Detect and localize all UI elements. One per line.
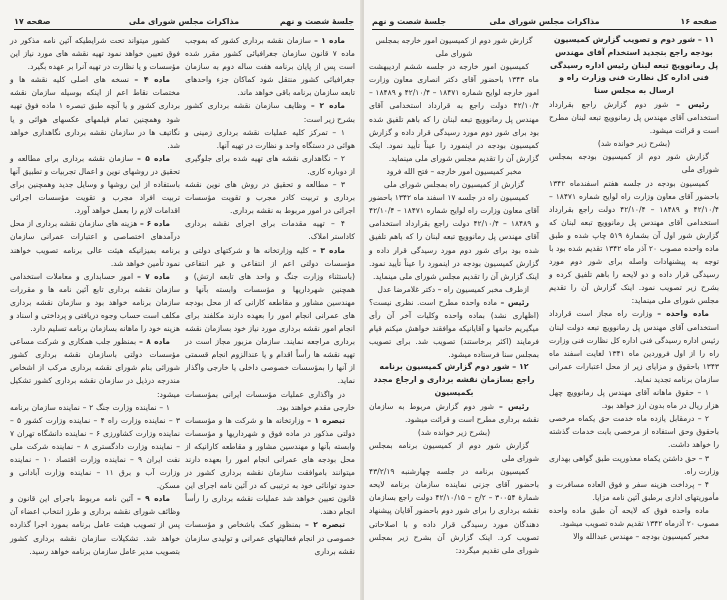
session-label: جلسهٔ شصت و نهم <box>372 17 447 26</box>
article-label: ماده ۸ – <box>139 337 170 347</box>
text-column-right <box>185 34 355 558</box>
section-heading <box>369 361 539 399</box>
paragraph-text: گزارش شور دوم از کمیسیون بودجه بمجلس شورای ملی <box>549 152 719 175</box>
paragraph <box>369 283 539 296</box>
paragraph-text: (بشرح زیر خوانده شد) <box>417 427 491 437</box>
paragraph <box>10 335 180 400</box>
paragraph-text: ۳ – مطالعه و تحقیق در روش های نوین نقشه برداری و تربیت کادر مجرب و تقویت مؤسسات اجرائی در امور مربوط به نقشه برداری. <box>185 180 355 216</box>
paragraph-text: کمیسیون امور خارجه در جلسه ششم اردیبهشت ماه ۱۳۴۳ باحضور آقای دکتر انصاری معاون وزارت امور خارجه لوایح شماره ۱۸۴۷۱ – ۴۲/۱۰/۴ و ۱۸۴۸۹ – ۴۲/۱۰/۴ دولت راجع به قرارداد استخدامی آقای مهندس پل رمانوویچ تبعه لبنان را که باهم تلفیق شده بود برای شور دوم مورد رسیدگی قرار داده و گزارش کمیسیون بودجه در اینمورد را عیناً تأیید نمود. اینک گزارش آن را تقدیم مجلس شورای ملی مینماید. <box>369 62 540 163</box>
paragraph <box>369 400 539 426</box>
article-label: تبصره ۲ – <box>304 520 345 530</box>
paragraph <box>10 152 180 217</box>
paragraph <box>10 401 180 493</box>
article-label: ماده ۲ – <box>310 101 346 111</box>
paragraph-text: کشور میتواند تحت شرایطیکه آئین نامه مذکور در فوق تعیین خواهد نمود تهیه نقشه های مورد نیاز این مؤسسات و یا نظارت در تهیه آنرا بر عهده بگیرد. <box>10 36 180 72</box>
article-label: ماده ۵ – <box>137 153 170 163</box>
paragraph <box>369 439 539 465</box>
paragraph-text: بمنظور جلب همکاری و شرکت مساعی مؤسسات دولتی باسازمان نقشه برداری کشور شورائی بنام شورای نقشه برداری مرکب از اشخاص مندرجه درذیل در سازمان نقشه برداری کشور تشکیل میشود: <box>10 337 180 399</box>
paragraph-text: گزارش شور دوم از کمیسیون برنامه بمجلس شورای ملی <box>369 441 539 464</box>
paragraph <box>185 388 355 414</box>
paragraph-text: ۱ – حقوق ماهانه آقای مهندس پل رمانوویچ چهل هزار ریال در ماه بدون ارز خواهد بود. <box>549 388 719 411</box>
paragraph <box>369 60 539 165</box>
paragraph <box>549 137 719 150</box>
page-header <box>372 17 717 30</box>
paragraph <box>369 465 539 557</box>
text-column-left <box>10 34 180 558</box>
paragraph-text: ۲ – نگاهداری نقشه های تهیه شده برای جلوگیری از دوباره کاری. <box>185 153 355 176</box>
paragraph-text: کمیسیون برنامه در جلسه چهارشنبه ۴۳/۲/۱۹ باحضور آقای جزنی نماینده سازمان برنامه لایحه شمارهٔ ۳۰۰۵۴ – ۲/ج – ۴۲/۱۰/۱۵ دولت راجع بسازمان نقشه برداری را برای شور دوم باحضور آقایان پیشنهاد دهندگان مورد رسیدگی قرار داده و با اصلاحاتی تصویب کرد. اینک گزارش آن بشرح زیر بمجلس شورای ملی تقدیم میگردد: <box>369 467 539 555</box>
paragraph <box>549 504 719 530</box>
paragraph <box>185 414 355 519</box>
paragraph <box>10 34 180 73</box>
paragraph <box>10 270 180 335</box>
paragraph-text: وزارت راه مجاز است قرارداد استخدامی آقای مهندس پل رمانوویچ تبعه دولت لبنان رئیس اداره رسیدگی فنی اداره کل نظارت فنی وزارت راه را از اول فروردین ماه ۱۳۴۱ لغایت اسفند ماه ۱۳۴۳ باحقوق و مزایای زیر از محل اعتبارات عمرانی سازمان برنامه تجدید نماید. <box>549 309 719 384</box>
page-number: صفحه ۱۷ <box>14 17 51 26</box>
paragraph-text: ماده واحده مطرح است. نظری نیست؟ (اظهاری نشد) بماده واحده وکلیات آخر آن رأی میگیریم خانمها و آقایانیکه موافقند خواهش میکنم قیام فرمایند (اکثر برخاستند) تصویب شد. برای تصویب بمجلس سنا فرستاده میشود. <box>369 297 539 360</box>
article-label: ماده ۷ – <box>137 271 170 281</box>
article-label: رئیس – <box>676 99 710 109</box>
section-heading <box>549 34 719 98</box>
paragraph <box>549 530 719 543</box>
paragraph <box>10 73 180 152</box>
paragraph <box>185 34 355 99</box>
paragraph-text: کمیسیون راه در جلسه ۱۷ اسفند ماه ۱۳۴۲ باحضور آقای معاون وزارت راه لوایح شماره ۱۸۴۷۱ – ۴۲/۱۰/۴ و ۱۸۴۸۹ – ۴۲/۱۰/۴ دولت راجع بقرارداد استخدامی آقای مهندس پل رمانوویچ تبعه لبنان را که باهم تلفیق شده بود برای شور دوم مورد رسیدگی قرار داده و گزارش کمیسیون بودجه در اینمورد را عیناً تأیید نمود. اینک گزارش آن را تقدیم مجلس شورای ملی مینماید. <box>369 193 540 281</box>
paragraph <box>549 150 719 176</box>
paragraph-text: ۴ – تهیه مقدمات برای اجرای نقشه برداری کاداستر املاک. <box>185 219 355 242</box>
paragraph-text: کمیسیون بودجه در جلسه هفتم اسفندماه ۱۳۴۲ باحضور آقای معاون وزارت راه لوایح شماره ۱۸۴۷۱ – ۴۲/۱۰/۴ و ۱۸۴۸۹ – ۴۲/۱۰/۴ دولت راجع بقرارداد استخدامی آقای مهندس پل رمانوویچ تبعه لبنان که گزارش شور اول آن بشمارهٔ ۵۱۹ چاپ شده و طبق ماده واحده مصوب ۲۰ آذر ماه ۱۳۴۲ تقدیم شده بود با توجه به پیشنهادات واصله برای شور دوم مورد رسیدگی قرار داده و دو لایحه را باهم تلفیق کرده و بشرح زیر تصویب نمود. اینک گزارش آن را تقدیم مجلس شورای ملی مینماید: <box>549 178 719 306</box>
article-label: ماده ۹ – <box>137 494 171 504</box>
article-label: تبصره ۱ – <box>307 415 345 425</box>
paragraph <box>549 307 719 386</box>
paragraph-text: گزارش از کمیسیون راه بمجلس شورای ملی <box>383 180 525 190</box>
paragraph-text: شور دوم گزارش راجع بقرارداد استخدامی آقای مهندس پل رمانوویچ تبعه لبنان مطرح است و قرائت میشود. <box>549 99 719 136</box>
paragraph-text: در واگذاری عملیات مؤسسات ایرانی بمؤسسات خارجی مقدم خواهند بود. <box>185 389 355 412</box>
paragraph-text: سازمان نقشه برداری برای مطالعه و تحقیق در روشهای نوین و اعمال تجربیات و تطبیق آنها باستفاده از این روشها و وسایل جدید وهمچنین برای تربیت افراد مجرب و تقویت مؤسسات اجرائی اقدامات لازم را بعمل خواهد آورد. <box>10 153 180 216</box>
paragraph-text: ۲ – درمقابل یازده ماه خدمت حق یکماه مرخصی باحقوق وحق استفاده از مرخصی بابت خدمات گذشته را خواهد داشت. <box>549 414 719 450</box>
publication-title: مذاکرات مجلس شورای ملی <box>489 17 600 26</box>
page-header <box>14 17 354 30</box>
paragraph-text: شور دوم گزارش مربوط به سازمان نقشه برداری مطرح است و قرائت میشود. <box>369 401 539 424</box>
paragraph <box>369 191 539 283</box>
paragraph <box>10 492 180 557</box>
article-label: ماده ۴ – <box>134 75 171 85</box>
paragraph <box>185 518 355 557</box>
paragraph <box>185 99 355 125</box>
paragraph-text: گزارش شور دوم از کمیسیون امور خارجه بمجلس شورای ملی <box>375 36 533 59</box>
paragraph-text: مخبر کمیسیون امور خارجه – فتح الله فرود <box>386 166 522 176</box>
paragraph <box>369 34 539 60</box>
article-label: رئیس – <box>498 401 530 411</box>
paragraph <box>549 386 719 412</box>
page-17 <box>0 0 362 600</box>
page-16 <box>364 0 727 600</box>
paragraph <box>10 217 180 269</box>
article-label: ماده ۶ – <box>140 219 170 229</box>
paragraph <box>185 152 355 178</box>
paragraph-text: ازطرف مخبر کمیسیون راه – دکتر غلامرضا عدل <box>377 284 529 294</box>
session-label: جلسهٔ شصت و نهم <box>279 17 354 26</box>
paragraph-text: ۱ – نماینده وزارت جنگ ۲ – نماینده سازمان برنامه ۳ – نماینده وزارت راه ۴ – نماینده وزارت کشور ۵ – نماینده وزارت کشاورزی ۶ – نماینده دانشگاه تهران ۷ – نماینده وزارت دادگستری ۸ – نماینده شرکت ملی نفت ایران ۹ – نماینده وزارت اقتصاد ۱۰ – نماینده وزارت آب و برق ۱۱ – نماینده وزارت آبادانی و مسکن. <box>10 402 181 491</box>
paragraph <box>549 452 719 478</box>
paragraph-text: نسخه های اصلی کلیه نقشه ها و مختصات نقاط اعم از اینکه بوسیله سازمان نقشه برداری کشور و یا آنچه طبق تبصره ۱ ماده فوق تهیه شود وهمچنین تمام فیلمهای عکسهای هوائی و یا نگاتیف ها در سازمان نقشه برداری نگاهداری خواهد شد. <box>10 75 181 150</box>
paragraph-text: آئین نامه مربوط باجرای این قانون و وظائف شورای نقشه برداری و طرز انتخاب اعضاء آن پس از تصویب هیئت عامل برنامه بمورد اجرا گذارده خواهد شد. تشکیلات سازمان نقشه برداری کشور بتصویب مدیر عامل سازمان برنامه خواهد رسید. <box>10 494 180 556</box>
paragraph-text: ۳ – حق داشتن یکماه معذوریت طبق گواهی بهداری وزارت راه. <box>549 453 719 476</box>
paragraph <box>185 126 355 152</box>
paragraph <box>549 177 719 308</box>
paragraph <box>369 178 539 191</box>
paragraph-text: ماده واحده فوق که لایحه آن طبق ماده واحده مصوب ۲۰ آذرماه ۱۳۴۲ تقدیم شده تصویب میشود. <box>549 505 719 528</box>
paragraph-text: (بشرح زیر خوانده شد) <box>597 139 671 149</box>
paragraph <box>369 165 539 178</box>
paragraph-text: سازمان نقشه برداری کشور که بموجب ماده ۷ قانون سازمان جغرافیائی کشور مقرر شده است پس از پایان برنامه هفت ساله دوم به سازمان جغرافیائی کشور منتقل شود کماکان جزء واحدهای تابعه سازمان برنامه باقی خواهد ماند. <box>185 36 355 98</box>
article-label: رئیس – <box>500 297 529 307</box>
paragraph-text: وظایف سازمان نقشه برداری کشور بشرح زیر است: <box>185 101 355 124</box>
text-column-left <box>369 34 539 557</box>
paragraph-text: مخبر کمیسیون بودجه – مهندس عبدالله والا <box>573 532 709 542</box>
paragraph <box>185 244 355 388</box>
paragraph <box>369 296 539 361</box>
article-label: ماده ۱ – <box>314 36 345 45</box>
paragraph-text: ۱ – تمرکز کلیه عملیات نقشه برداری زمینی و هوائی در دستگاه واحد و نظارت در تهیه آنها. <box>185 127 355 150</box>
paragraph-text: کلیه وزارتخانه ها و شرکتهای دولتی و مؤسسات دولتی اعم از انتفاعی و غیر انتفاعی (باستثناء وزارت جنگ و واحد های تابعه ارتش) و همچنین شهرداریها و مؤسسات وابسته بآنها و مهندسین مشاور و مقاطعه کارانی که از محل بودجه های عمرانی انجام امور را بعهده دارند مکلفند برای انجام امور نقشه برداری مورد نیاز خود بسازمان نقشه برداری مراجعه نمایند. سازمان مزبور مجاز است در تهیه نقشه ها رأساً اقدام و یا عندالزوم انجام قسمتی از آنها را بمؤسسات خصوصی داخلی یا خارجی واگذار نماید. <box>185 245 355 386</box>
page-number: صفحه ۱۶ <box>680 17 717 26</box>
paragraph-text: هزینه های سازمان نقشه برداری از محل درآمدهای اختصاصی و اعتبارات عمرانی سازمان برنامه بمیزانیکه هیئت عالی برنامه تصویب خواهند نمود تأمین خواهد شد. <box>10 219 180 268</box>
paragraph-text: امور حسابداری و معاملات استخدامی سازمان نقشه برداری تابع آئین نامه ها و مقررات سازمان برنامه خواهد بود و سازمان نقشه برداری مکلف است حساب وجوه دریافتی و پرداختی و اسناد و هزینه خود را ماهانه بسازمان برنامه تسلیم دارد. <box>10 271 180 334</box>
article-label: ماده ۳ – <box>312 245 345 255</box>
text-column-right <box>549 34 719 543</box>
paragraph-text: ۴ – پرداخت هزینه سفر و فوق العاده مسافرت و مأموریتهای اداری برطبق آئین نامه مزایا. <box>549 479 719 502</box>
paragraph <box>549 412 719 451</box>
paragraph <box>549 478 719 504</box>
article-label: ماده واحده – <box>657 309 709 319</box>
paragraph <box>185 217 355 243</box>
publication-title: مذاکرات مجلس شورای ملی <box>128 17 240 26</box>
paragraph <box>185 178 355 217</box>
paragraph-text: وزارتخانه ها و شرکت ها و مؤسسات دولتی مذکور در ماده فوق و شهرداریها و مؤسسات وابسته بآنها و مهندسین مشاور و مقاطعه کارانیکه از محل بودجه های عمرانی انجام امور را بعهده دارند میتوانند باموافقت سازمان نقشه برداری کشور در حدود توانائی خود به ترتیبی که در آئین نامه اجرای این قانون تعیین خواهد شد عملیات نقشه برداری را رأساً انجام دهند. <box>185 415 355 517</box>
paragraph <box>549 98 719 137</box>
paragraph <box>369 426 539 439</box>
paragraph-text: ۱۱ – شور دوم و تصویب گزارش کمیسیون بودجه راجع بتجدید استخدام آقای مهندس پل رمانوویچ تبعه لبنان رئیس اداره رسیدگی فنی اداره کل نظارت فنی وزارت راه و ارسال به مجلس سنا <box>549 35 719 96</box>
paragraph-text: ۱۲ – شور دوم گزارش کمیسیون برنامه راجع بسازمان نقشه برداری و ارجاع مجدد بکمیسیون <box>373 362 535 397</box>
paragraph-text: بمنظور کمک باشخاص و مؤسسات خصوصی در انجام فعالیتهای عمرانی و تولیدی سازمان نقشه برداری <box>185 520 355 556</box>
